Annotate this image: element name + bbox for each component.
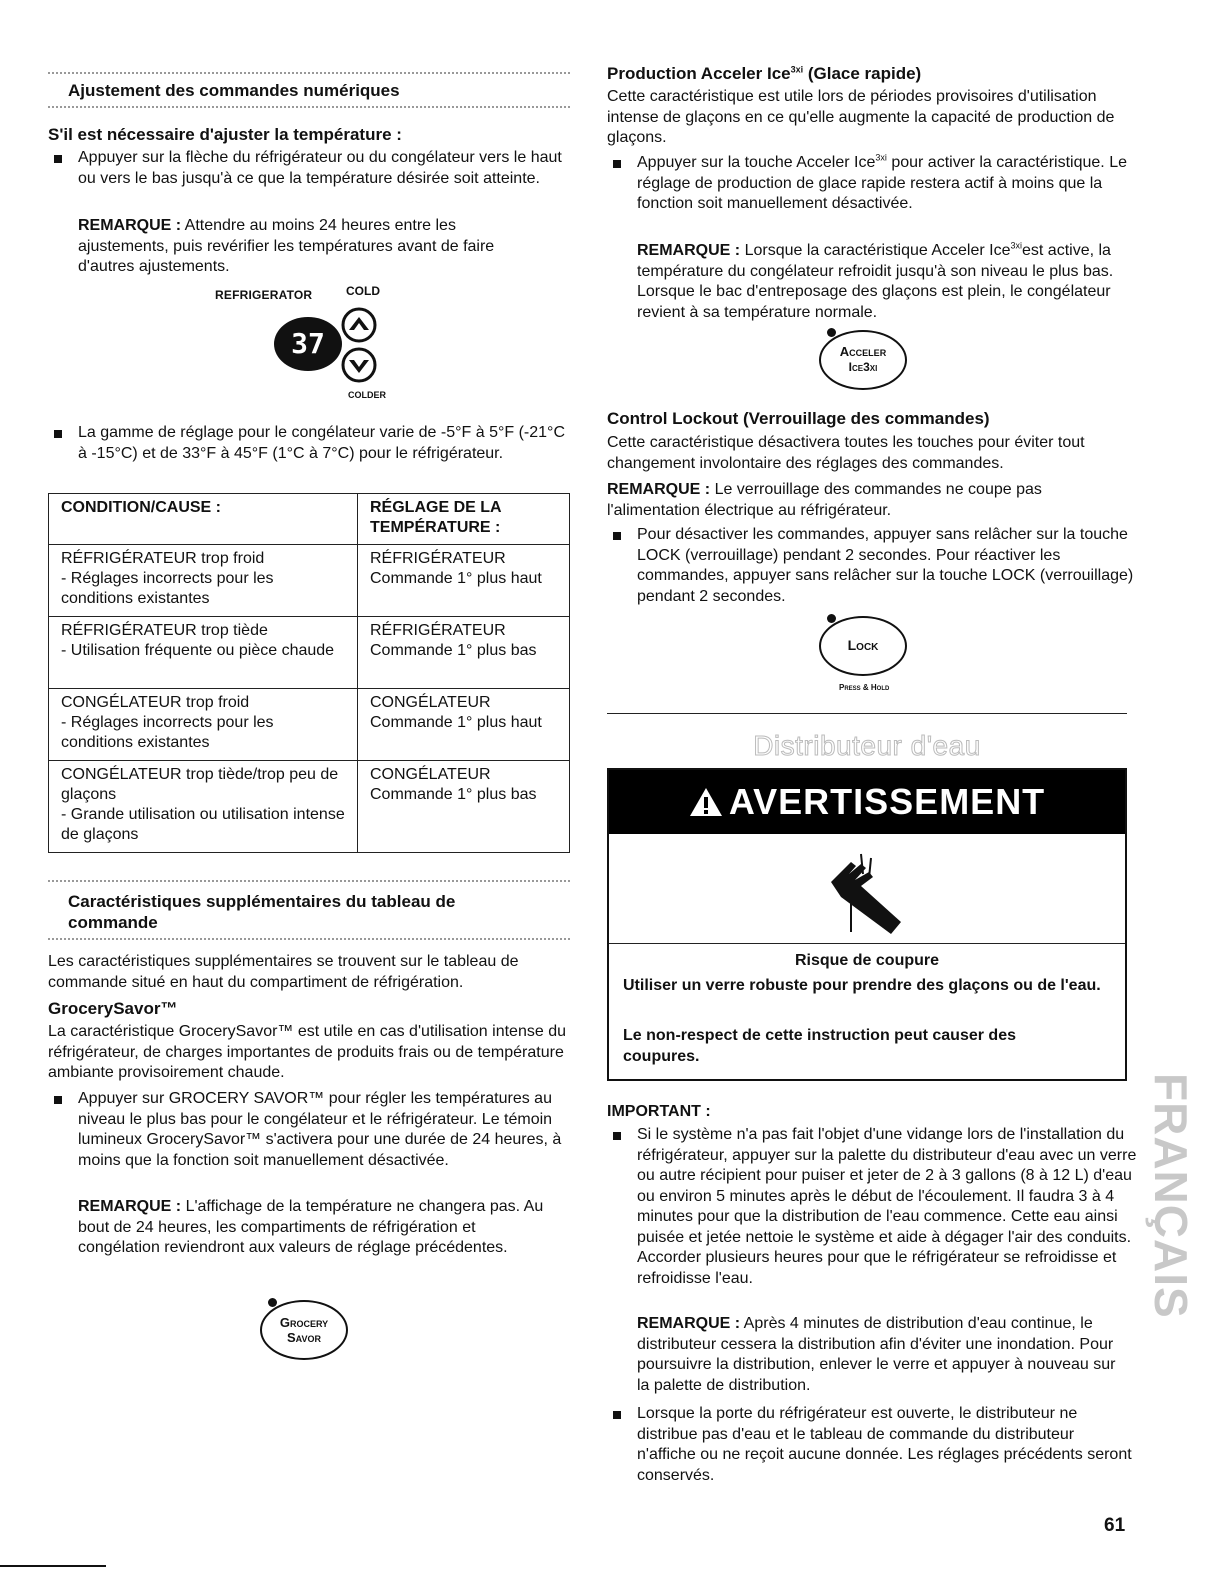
lock-button[interactable] (819, 616, 907, 676)
cold-up-arrow-button[interactable] (340, 306, 378, 344)
table-cell: CONGÉLATEUR trop tiède/trop peu de glaçons - Grande utilisation ou utilisation intense de glaçons (49, 761, 358, 853)
button-label: Grocery (279, 1315, 329, 1330)
display-digits: 37 (291, 327, 325, 360)
intro-paragraph: Les caractéristiques supplémentaires se trouvent sur le tableau de commande situé en haut du compartiment de réfrigération. (48, 953, 519, 991)
grocery-savor-button[interactable] (260, 1300, 348, 1360)
table-cell: CONGÉLATEUR Commande 1° plus bas (358, 761, 570, 853)
colder-down-arrow-button[interactable] (340, 346, 378, 384)
header-condition: CONDITION/CAUSE : (49, 494, 358, 545)
divider (48, 72, 570, 74)
table-header-row (49, 494, 570, 545)
table-row (49, 689, 570, 761)
button-label: Ice3xi (848, 360, 878, 374)
temperature-control-panel (208, 282, 458, 402)
condition-table (48, 493, 570, 853)
colder-label: COLDER (348, 390, 386, 400)
table-cell: RÉFRIGÉRATEUR trop tiède - Utilisation fréquente ou pièce chaude (49, 617, 358, 689)
warning-consequence: Le non-respect de cette instruction peut causer des coupures. (623, 1027, 1016, 1065)
table-row (49, 545, 570, 617)
refrigerator-label: REFRIGERATOR (215, 288, 313, 302)
subheading-adjust-temperature: S'il est nécessaire d'ajuster la température : (48, 125, 402, 144)
note-text: Attendre au moins 24 heures entre les ajustements, puis revérifier les températures avant de faire d'autres ajustements. (78, 217, 495, 275)
button-label: Lock (847, 637, 879, 653)
language-side-tab (1145, 1073, 1197, 1351)
bullet-text: Appuyer sur la flèche du réfrigérateur ou du congélateur vers le haut ou vers le bas jusqu'à ce que la température désirée soit atteinte. (78, 149, 562, 187)
divider (48, 880, 570, 882)
acceler-ice-paragraph: Cette caractéristique est utile lors de périodes provisoires d'utilisation intense de glaçons en ce qu'elle augmente la capacité de production de glaçons. (607, 88, 1115, 146)
button-label: Savor (286, 1330, 321, 1345)
warning-risk: Risque de coupure (794, 952, 940, 969)
list-item: Lorsque la porte du réfrigérateur est ouverte, le distributeur ne distribue pas d'eau et le tableau de commande du distributeur n'affiche ou ne reçoit aucune donnée. Les réglages précédents seront conservés. (607, 1404, 1137, 1486)
list-item: Si le système n'a pas fait l'objet d'une vidange lors de l'installation du réfrigérateur, appuyer sur la palette du distributeur d'eau avec un verre ou autre récipient pour puiser et jeter de 2 à 3 gallons (8 à 12 L) d'eau ou environ 5 minutes après le début de l'écoulement. Il faudra 3 à 4 minutes pour que la distribution de l'eau commence. Cette eau ainsi puisée et jetée nettoie le système et aide à dégager l'air des conduits. Accorder plusieurs heures pour que le réfrigérateur se refroidisse et refroidisse l'eau. (607, 1125, 1137, 1289)
grocerysavor-heading: GrocerySavor™ (48, 999, 178, 1018)
divider (48, 938, 570, 940)
indicator-light-icon (827, 614, 836, 623)
note-paragraph (48, 216, 548, 278)
table-row (49, 617, 570, 689)
note-paragraph: REMARQUE : Le verrouillage des commandes ne coupe pas l'alimentation électrique au réfrigérateur. (607, 481, 1042, 519)
table-cell: CONGÉLATEUR Commande 1° plus haut (358, 689, 570, 761)
warning-header (609, 770, 1125, 834)
warning-title: AVERTISSEMENT (728, 781, 1046, 822)
warning-instruction: Utiliser un verre robuste pour prendre des glaçons ou de l'eau. (623, 977, 1101, 994)
acceler-ice-heading: Production Acceler Ice$^{3xi}$ (Glace rapide) (607, 64, 922, 83)
list-item: Appuyer sur la touche Acceler Ice$^{3xi}$ pour activer la caractéristique. Le réglage de production de glace rapide restera actif à moins que la fonction soit manuellement désactivée. (607, 153, 1137, 215)
side-tab-text: FRANÇAIS (1145, 1073, 1197, 1319)
table-cell: CONGÉLATEUR trop froid - Réglages incorrects pour les conditions existantes (49, 689, 358, 761)
footer-rule (0, 1565, 106, 1567)
control-lockout-heading: Control Lockout (Verrouillage des commandes) (607, 409, 990, 428)
note-paragraph: REMARQUE : Après 4 minutes de distribution d'eau continue, le distributeur cessera la distribution afin d'éviter une inondation. Pour poursuivre la distribution, enlever le verre et appuyer à nouveau sur la palette de distribution. (637, 1315, 1116, 1394)
button-label: Acceler (839, 344, 887, 359)
water-dispenser-heading: Distributeur d'eau (753, 730, 981, 761)
acceler-ice-button[interactable] (819, 330, 907, 390)
note-label: REMARQUE : (78, 1198, 182, 1215)
cut-hand-icon (821, 852, 921, 942)
note-label: REMARQUE : (78, 217, 182, 234)
note-text: L'affichage de la température ne changera pas. Au bout de 24 heures, les compartiments de réfrigération et congélation reviendront aux valeurs de réglage précédentes. (78, 1198, 544, 1256)
divider (48, 106, 570, 108)
section-heading-numeric-controls: Ajustement des commandes numériques (68, 81, 400, 100)
list-item (48, 148, 578, 189)
table-row (49, 761, 570, 853)
note-paragraph (48, 1197, 548, 1259)
warning-box (607, 768, 1127, 1081)
grocerysavor-paragraph: La caractéristique GrocerySavor™ est utile en cas d'utilisation intense du réfrigérateur, de charges importantes de produits frais ou de température ambiante provisoirement chaude. (48, 1023, 566, 1081)
list-item (48, 1089, 578, 1171)
indicator-light-icon (268, 1298, 277, 1307)
header-setting: RÉGLAGE DE LA TEMPÉRATURE : (358, 494, 570, 545)
list-item: Pour désactiver les commandes, appuyer sans relâcher sur la touche LOCK (verrouillage) pendant 2 secondes. Pour réactiver les commandes, appuyer sans relâcher sur la touche LOCK (verrouillage) pendant 2 secondes. (607, 525, 1137, 607)
divider (607, 713, 1127, 714)
indicator-light-icon (827, 328, 836, 337)
note-paragraph: REMARQUE : Lorsque la caractéristique Acceler Ice$^{3xi}$est active, la température du congélateur refroidit jusqu'à son niveau le plus bas. Lorsque le bac d'entreposage des glaçons est plein, le congélateur revient à sa température normale. (637, 240, 1114, 321)
table-cell: RÉFRIGÉRATEUR Commande 1° plus haut (358, 545, 570, 617)
cold-label: COLD (346, 284, 380, 298)
warning-triangle-icon (689, 787, 723, 817)
temperature-display (274, 317, 342, 371)
important-label: IMPORTANT : (607, 1103, 711, 1120)
list-item (48, 423, 578, 464)
table-cell: RÉFRIGÉRATEUR Commande 1° plus bas (358, 617, 570, 689)
section-heading-additional-features: Caractéristiques supplémentaires du tableau de commande (68, 892, 456, 932)
bullet-text: La gamme de réglage pour le congélateur varie de -5°F à 5°F (-21°C à -15°C) et de 33°F à 45°F (1°C à 7°C) pour le réfrigérateur. (78, 424, 566, 462)
bullet-text: Appuyer sur GROCERY SAVOR™ pour régler les températures au niveau le plus bas pour le congélateur et le réfrigérateur. Le témoin lumineux GrocerySavor™ s'activera pour une durée de 24 heures, à moins que la fonction soit manuellement désactivée. (78, 1090, 562, 1169)
control-lockout-paragraph: Cette caractéristique désactivera toutes les touches pour éviter tout changement involontaire des réglages des commandes. (607, 434, 1085, 472)
table-cell: RÉFRIGÉRATEUR trop froid - Réglages incorrects pour les conditions existantes (49, 545, 358, 617)
press-and-hold-label: Press & Hold (839, 683, 890, 692)
page-number: 61 (1104, 1515, 1126, 1536)
divider (609, 943, 1125, 944)
